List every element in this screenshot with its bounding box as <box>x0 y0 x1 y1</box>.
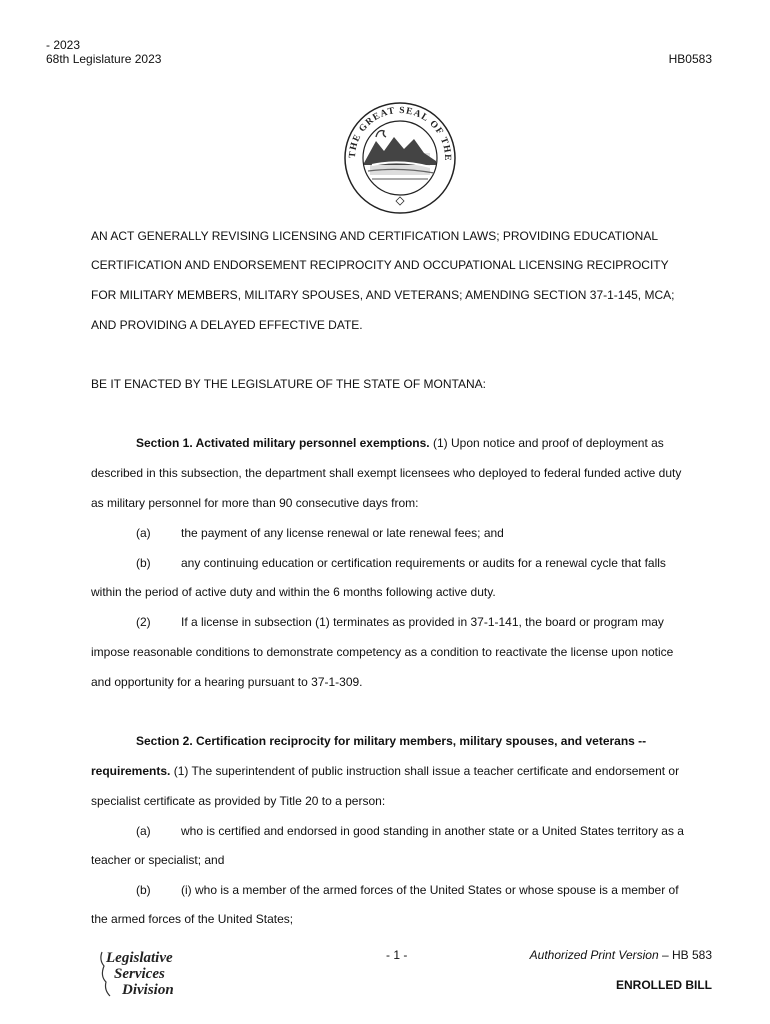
section-1-a-label: (a) <box>136 526 151 540</box>
bill-reference: – HB 583 <box>658 948 712 962</box>
section-2-intro: (1) The superintendent of public instruction shall issue a teacher certificate and endorsement or <box>170 764 680 778</box>
svg-text:THE GREAT SEAL OF THE STATE OF: THE GREAT SEAL OF THE <box>347 105 453 162</box>
header-bill-number: HB0583 <box>668 52 712 66</box>
enrolled-bill-status: ENROLLED BILL <box>616 978 712 992</box>
section-2-a-label: (a) <box>136 824 151 838</box>
logo-line-1: Legislative <box>106 950 173 966</box>
act-title-line-2: CERTIFICATION AND ENDORSEMENT RECIPROCITY AND OCCUPATIONAL LICENSING RECIPROCITY <box>91 258 669 272</box>
page-number: - 1 - <box>386 948 408 962</box>
logo-line-2: Services <box>114 966 165 982</box>
authorized-label: Authorized Print Version <box>529 948 659 962</box>
header-legislature: 68th Legislature 2023 <box>46 52 162 66</box>
act-title-line-4: AND PROVIDING A DELAYED EFFECTIVE DATE. <box>91 318 363 332</box>
section-1-first-line <box>136 436 664 450</box>
section-2-b-label: (b) <box>136 883 151 897</box>
section-1-p2-continued-1: impose reasonable conditions to demonstrate competency as a condition to reactivate the license upon notice <box>91 645 674 659</box>
section-1-b-continued: within the period of active duty and within the 6 months following active duty. <box>91 585 496 599</box>
enacting-clause: BE IT ENACTED BY THE LEGISLATURE OF THE STATE OF MONTANA: <box>91 377 486 391</box>
section-2-b-text: (i) who is a member of the armed forces of the United States or whose spouse is a member of <box>181 883 679 897</box>
section-2-a-text: who is certified and endorsed in good standing in another state or a United States territory as a <box>181 824 684 838</box>
section-1-a-text: the payment of any license renewal or late renewal fees; and <box>181 526 504 540</box>
section-1-line-3: as military personnel for more than 90 consecutive days from: <box>91 496 419 510</box>
legislative-services-division-logo <box>96 946 194 1000</box>
section-2-a-continued: teacher or specialist; and <box>91 853 225 867</box>
header-year: - 2023 <box>46 38 81 52</box>
state-seal-icon <box>342 101 458 215</box>
act-title-line-1: AN ACT GENERALLY REVISING LICENSING AND CERTIFICATION LAWS; PROVIDING EDUCATIONAL <box>91 229 659 243</box>
logo-line-3: Division <box>122 982 174 998</box>
section-1-intro: (1) Upon notice and proof of deployment as <box>429 436 664 450</box>
section-1-p2-continued-2: and opportunity for a hearing pursuant to 37-1-309. <box>91 675 363 689</box>
section-2-heading: Section 2. Certification reciprocity for military members, military spouses, and veterans -- <box>136 734 647 748</box>
section-1-b-label: (b) <box>136 556 151 570</box>
act-title-line-3: FOR MILITARY MEMBERS, MILITARY SPOUSES, AND VETERANS; AMENDING SECTION 37-1-145, MCA; <box>91 288 675 302</box>
section-2-line-2 <box>91 764 679 778</box>
section-1-p2-label: (2) <box>136 615 151 629</box>
section-1-p2-text: If a license in subsection (1) terminates as provided in 37-1-141, the board or program may <box>181 615 664 629</box>
authorized-print-version <box>530 948 712 962</box>
section-2-heading-end: requirements. <box>91 764 171 778</box>
section-1-heading: Section 1. Activated military personnel exemptions. <box>136 436 430 450</box>
section-1-b-text: any continuing education or certification requirements or audits for a renewal cycle that falls <box>181 556 666 570</box>
section-2-b-continued: the armed forces of the United States; <box>91 912 294 926</box>
section-1-line-2: described in this subsection, the department shall exempt licensees who deployed to federal funded active duty <box>91 466 682 480</box>
section-2-line-3: specialist certificate as provided by Title 20 to a person: <box>91 794 386 808</box>
